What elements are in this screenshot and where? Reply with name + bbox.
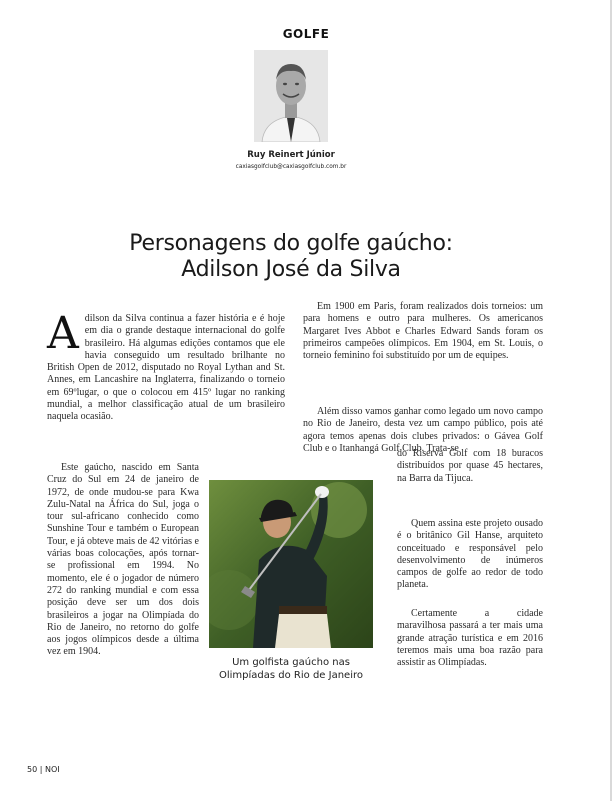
paragraph-5: Quem assina este projeto ousado é o britânico Gil Hanse, arquiteto conceituado e responsável pelo desenvolvimento de inúmeros campos de golfe ao redor de todo planeta. [397,518,543,591]
article-column-left-bottom [47,462,199,659]
paragraph-2: Este gaúcho, nascido em Santa Cruz do Sul em 24 de janeiro de 1972, de onde mudou-se para Kwa Zulu-Natal na África do Sul, joga o tour sul-africano conhecido como Sunshine Tour e também o European Tour, e já obteve mais de 42 vitórias e várias boas colocações, após tornar-se profissional em 1994. No momento, ele é o jogador de número 272 do ranking mundial e com essa posição deve ser um dos dois brasileiros a jogar na Olimpíada do Rio de Janeiro, no retorno do golfe aos jogos olímpicos desde a última vez em 1904. [47,462,199,658]
article-column-right-3 [397,448,543,485]
author-photo [254,50,328,142]
drop-cap: A [47,308,79,359]
page-footer: 50 | NOI [27,765,60,774]
article-column-right-4 [397,518,543,592]
section-label: GOLFE [282,27,330,41]
title-line-2: Adilson José da Silva [181,256,401,282]
author-email: caxiasgolfclub@caxiasgolfclub.com.br [235,164,347,170]
title-line-1: Personagens do golfe gaúcho: [129,230,453,256]
paragraph-6: Certamente a cidade maravilhosa passará a ter mais uma grande atração turística e em 2016 teremos mais uma boa razão para assistir as Olimpíadas. [397,608,543,669]
golfer-photo [209,480,373,648]
author-name: Ruy Reinert Júnior [247,150,335,160]
paragraph-3: Em 1900 em Paris, foram realizados dois torneios: um para homens e outro para mulheres. Os americanos Margaret Ives Abbot e Charles Edward Sands foram os primeiros campeões olímpicos. Em 1904, em St. Louis, o torneio feminino foi substituído por um de equipes. [303,301,543,362]
article-title [0,231,582,283]
article-column-right-1 [303,301,543,362]
article-column-left-top [47,308,285,424]
paragraph-4b: do Riserva Golf com 18 buracos distribuídos por quase 45 hectares, na Barra da Tijuca. [397,448,543,484]
paragraph-4a: Além disso vamos ganhar como legado um novo campo no Rio de Janeiro, desta vez um campo público, pois até agora temos apenas dois clubes privados: o Gávea Golf Club e o Itanhangá Golf Club. Trata-se [303,406,543,454]
article-column-right-5 [397,608,543,669]
paragraph-1: dilson da Silva continua a fazer história e é hoje em dia o grande destaque internacional do golfe brasileiro. Há algumas edições contamos que ele havia conseguido um resultado brilhante no British Open de 2012, disputado no Royal Lythan and St. Annes, em Lancashire na Inglaterra, finalizando o torneio em 69ºlugar, o que o colocou em 415º lugar no ranking mundial, a melhor classificação atual de um brasileiro naquela ocasião. [47,313,285,423]
photo-caption: Um golfista gaúcho nas Olimpíadas do Rio de Janeiro [219,657,363,681]
